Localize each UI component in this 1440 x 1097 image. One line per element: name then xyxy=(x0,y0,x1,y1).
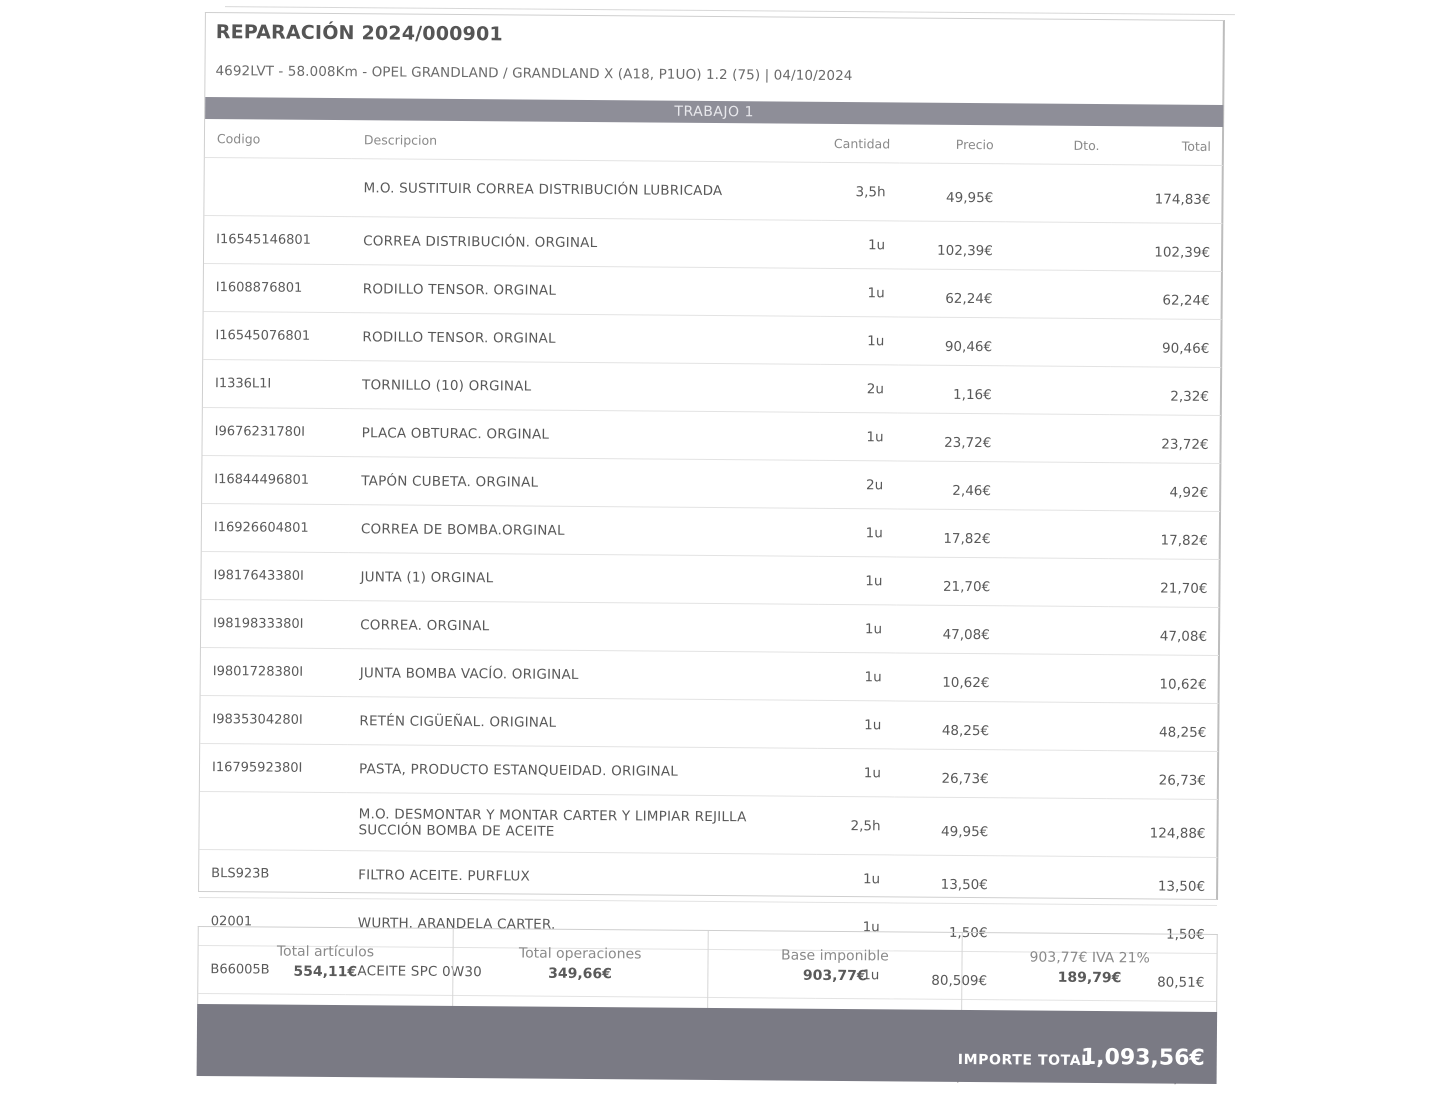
row-total: 2,32€ xyxy=(1109,367,1221,416)
row-code: I9835304280I xyxy=(200,695,347,744)
row-quantity: 1u xyxy=(817,700,895,749)
row-total: 124,88€ xyxy=(1106,799,1218,858)
row-price: 49,95€ xyxy=(894,797,1000,856)
table-row xyxy=(202,503,1220,559)
row-total: 80,51€ xyxy=(1105,953,1217,1002)
row-price: 17,82€ xyxy=(897,509,1003,558)
row-quantity: 1u xyxy=(816,902,894,951)
total-bar xyxy=(197,1004,1218,1084)
row-code: I9801728380I xyxy=(201,647,348,696)
row-description: CORREA. ORGINAL xyxy=(348,601,818,653)
row-total: 1,50€ xyxy=(1105,905,1217,954)
row-discount xyxy=(1000,798,1106,857)
row-price: 48,25€ xyxy=(895,701,1001,750)
row-total: 62,24€ xyxy=(1110,271,1222,320)
row-price: 2,46€ xyxy=(897,461,1003,510)
row-code: I9676231780I xyxy=(202,407,349,456)
row-quantity: 1u xyxy=(821,268,899,317)
summary-base-label: Base imponible xyxy=(781,947,889,965)
summary-articles xyxy=(198,927,453,1006)
row-discount xyxy=(1001,702,1107,751)
row-code: I16545076801 xyxy=(203,311,350,360)
row-description: PLACA OBTURAC. ORGINAL xyxy=(349,409,819,461)
row-code: I9819833380I xyxy=(201,599,348,648)
row-discount xyxy=(1003,462,1109,511)
table-row xyxy=(200,695,1218,751)
table-row xyxy=(199,849,1217,905)
row-price: 62,24€ xyxy=(899,269,1005,318)
row-quantity: 1u xyxy=(816,854,894,903)
row-price: 1,16€ xyxy=(898,365,1004,414)
row-total: 10,62€ xyxy=(1107,655,1219,704)
row-description: CORREA DISTRIBUCIÓN. ORGINAL xyxy=(351,217,821,269)
row-description: TAPÓN CUBETA. ORGINAL xyxy=(349,457,819,509)
row-total: 47,08€ xyxy=(1108,607,1220,656)
row-total: 13,50€ xyxy=(1106,857,1218,906)
row-description: ACEITE SPC 0W30 xyxy=(345,947,815,999)
table-row xyxy=(200,743,1218,799)
row-description: RODILLO TENSOR. ORGINAL xyxy=(350,313,820,365)
row-code xyxy=(204,158,351,217)
vehicle-subtitle: 4692LVT - 58.008Km - OPEL GRANDLAND / GRANDLAND X (A18, P1UO) 1.2 (75) | 04/10/2024 xyxy=(215,63,853,85)
work-band: TRABAJO 1 xyxy=(205,97,1223,127)
summary-operations-label: Total operaciones xyxy=(518,945,642,963)
summary-iva-label: 903,77€ IVA 21% xyxy=(1029,949,1150,967)
row-quantity: 2,5h xyxy=(816,796,894,855)
row-quantity: 1u xyxy=(817,748,895,797)
row-code: I16844496801 xyxy=(202,455,349,504)
row-description: CORREA DE BOMBA.ORGINAL xyxy=(349,505,819,557)
row-discount xyxy=(1000,856,1106,905)
row-quantity: 1u xyxy=(819,412,897,461)
row-description: M.O. DESMONTAR Y MONTAR CARTER Y LIMPIAR REJILLA SUCCIÓN BOMBA DE ACEITE xyxy=(346,793,816,855)
row-price: 80,509€ xyxy=(893,951,999,1000)
row-quantity: 1u xyxy=(819,508,897,557)
row-description: JUNTA (1) ORGINAL xyxy=(348,553,818,605)
row-code xyxy=(199,791,346,850)
row-total: 90,46€ xyxy=(1110,319,1222,368)
row-code: BLS923B xyxy=(199,849,346,898)
row-code: I1679592380I xyxy=(200,743,347,792)
summary-operations xyxy=(453,929,708,1008)
row-discount xyxy=(1004,270,1110,319)
table-row xyxy=(204,216,1222,272)
table-row xyxy=(204,263,1222,319)
row-description: JUNTA BOMBA VACÍO. ORIGINAL xyxy=(348,649,818,701)
row-description: RODILLO TENSOR. ORGINAL xyxy=(351,265,821,317)
col-header-quantity: Cantidad xyxy=(833,135,891,151)
row-price: 90,46€ xyxy=(898,317,1004,366)
row-discount xyxy=(1005,164,1111,223)
row-price: 47,08€ xyxy=(896,605,1002,654)
row-description: WURTH. ARANDELA CARTER. xyxy=(346,899,816,951)
row-discount xyxy=(1002,558,1108,607)
row-description: TORNILLO (10) ORGINAL xyxy=(350,361,820,413)
row-discount xyxy=(1003,414,1109,463)
row-total: 4,92€ xyxy=(1109,463,1221,512)
row-quantity: 1u xyxy=(820,316,898,365)
row-discount xyxy=(1004,366,1110,415)
col-header-code: Codigo xyxy=(216,130,261,146)
summary-articles-value: 554,11€ xyxy=(293,963,358,981)
repair-title: REPARACIÓN 2024/000901 xyxy=(215,21,503,46)
row-discount xyxy=(1004,318,1110,367)
row-description: FILTRO ACEITE. PURFLUX xyxy=(346,851,816,903)
row-price: 49,95€ xyxy=(899,163,1005,222)
row-total: 174,83€ xyxy=(1111,165,1223,224)
total-label: IMPORTE TOTAL xyxy=(957,1051,1091,1069)
row-total: 21,70€ xyxy=(1108,559,1220,608)
table-row xyxy=(203,359,1221,415)
col-header-discount: Dto. xyxy=(1073,137,1100,153)
row-price: 13,50€ xyxy=(894,855,1000,904)
row-description: PASTA, PRODUCTO ESTANQUEIDAD. ORIGINAL xyxy=(347,745,817,797)
row-code: I16926604801 xyxy=(202,503,349,552)
row-code: I1336L1I xyxy=(203,359,350,408)
table-row xyxy=(204,158,1222,224)
summary-iva xyxy=(962,933,1216,1012)
row-code: B66005B xyxy=(198,945,345,994)
table-row xyxy=(202,455,1220,511)
row-quantity: 3,5h xyxy=(821,162,899,221)
row-total: 17,82€ xyxy=(1108,511,1220,560)
row-total: 23,72€ xyxy=(1109,415,1221,464)
row-price: 1,50€ xyxy=(894,903,1000,952)
row-quantity: 2u xyxy=(819,460,897,509)
row-quantity: 1u xyxy=(815,950,893,999)
summary-base xyxy=(708,931,963,1010)
row-price: 23,72€ xyxy=(897,413,1003,462)
row-price: 21,70€ xyxy=(896,557,1002,606)
row-price: 102,39€ xyxy=(899,221,1005,270)
row-code: I1608876801 xyxy=(204,263,351,312)
row-price: 10,62€ xyxy=(896,653,1002,702)
row-code: 02001 xyxy=(199,897,346,946)
row-quantity: 1u xyxy=(818,604,896,653)
row-code: I9817643380I xyxy=(201,551,348,600)
row-discount xyxy=(1002,510,1108,559)
col-header-price: Precio xyxy=(955,136,994,152)
summary-iva-value: 189,79€ xyxy=(1057,969,1122,987)
summary-articles-label: Total artículos xyxy=(276,943,375,961)
summary-operations-value: 349,66€ xyxy=(548,965,612,983)
table-row xyxy=(203,311,1221,367)
row-description: RETÉN CIGÜEÑAL. ORIGINAL xyxy=(347,697,817,749)
row-quantity: 1u xyxy=(818,652,896,701)
row-discount xyxy=(1001,750,1107,799)
row-discount xyxy=(1001,654,1107,703)
table-row xyxy=(201,551,1219,607)
row-total: 48,25€ xyxy=(1107,703,1219,752)
table-row xyxy=(201,599,1219,655)
totals-summary xyxy=(197,926,1218,1012)
total-value: 1,093,56€ xyxy=(1080,1044,1205,1071)
table-row xyxy=(202,407,1220,463)
row-code: I16545146801 xyxy=(204,216,351,265)
table-row xyxy=(199,791,1217,857)
repair-document xyxy=(197,6,1240,1088)
row-discount xyxy=(1005,222,1111,271)
col-header-description: Descripcion xyxy=(363,131,438,148)
row-quantity: 1u xyxy=(818,556,896,605)
row-total: 102,39€ xyxy=(1111,223,1223,272)
row-quantity: 1u xyxy=(821,220,899,269)
row-description: M.O. SUSTITUIR CORREA DISTRIBUCIÓN LUBRICADA xyxy=(351,159,821,221)
row-total: 26,73€ xyxy=(1106,751,1218,800)
row-price: 26,73€ xyxy=(895,749,1001,798)
row-discount xyxy=(1002,606,1108,655)
table-row xyxy=(201,647,1219,703)
row-quantity: 2u xyxy=(820,364,898,413)
summary-base-value: 903,77€ xyxy=(802,967,867,985)
col-header-total: Total xyxy=(1181,138,1211,154)
